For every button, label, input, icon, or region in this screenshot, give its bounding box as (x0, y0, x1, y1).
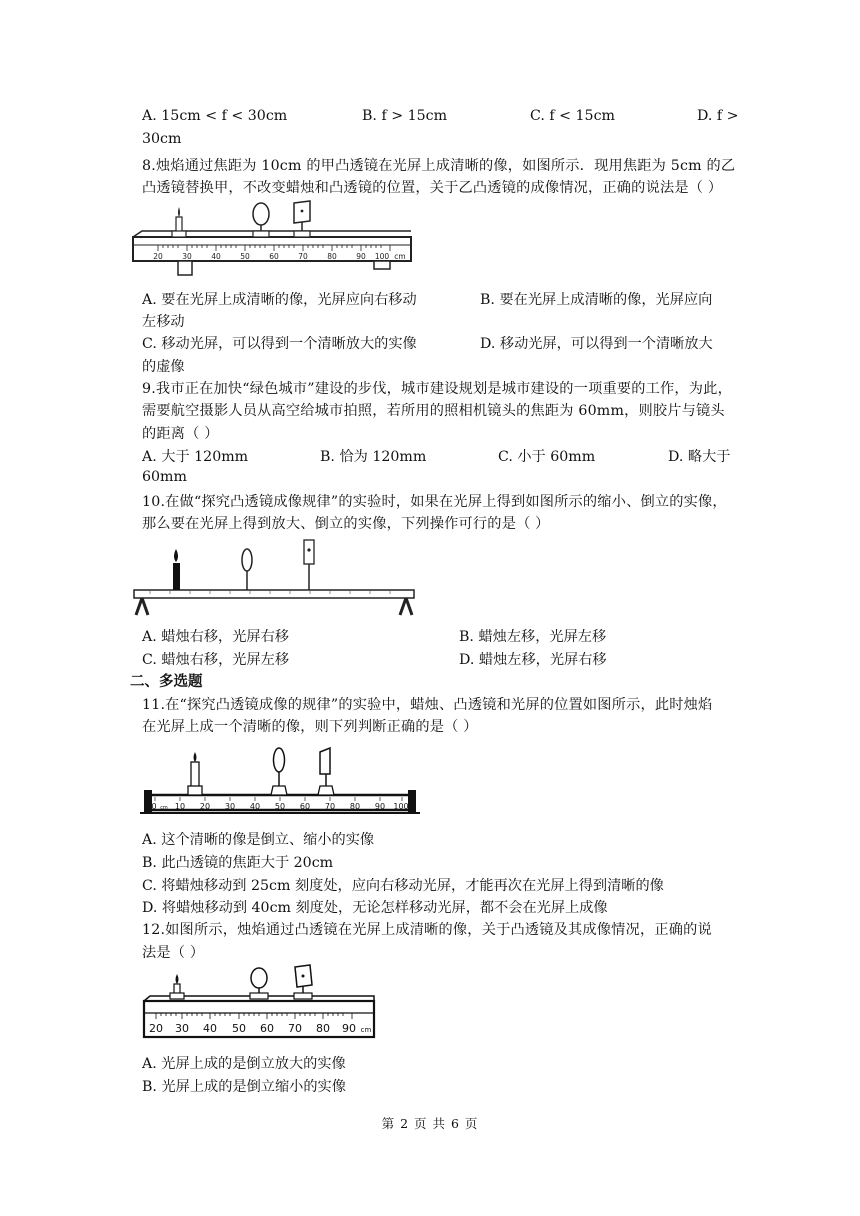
q8-lens (253, 203, 269, 237)
q12-stem-line-1: 12.如图所示，烛焰通过凸透镜在光屏上成清晰的像，关于凸透镜及其成像情况，正确的说 (142, 922, 712, 938)
q9-option-c: C. 小于 60mm (498, 449, 596, 465)
q10-option-a: A. 蜡烛右移，光屏右移 (142, 629, 289, 645)
q9-stem-line-3: 的距离（ ） (142, 426, 219, 442)
q8-stem-line-2: 凸透镜替换甲，不改变蜡烛和凸透镜的位置，关于乙凸透镜的成像情况，正确的说法是（ ） (142, 180, 723, 196)
q11-scale-label: 10 (174, 802, 186, 811)
q12-stem-line-2: 法是（ ） (142, 945, 205, 961)
q11-optical-bench-figure (140, 740, 430, 820)
q12-scale-label: 50 (232, 1022, 246, 1035)
q11-scale-label: 30 (224, 802, 236, 811)
page-number-footer: 第 2 页 共 6 页 (381, 1116, 479, 1131)
q9-stem-line-2: 需要航空摄影人员从高空给城市拍照，若所用的照相机镜头的焦距为 60mm，则胶片与镜头 (142, 403, 725, 419)
q8-scale-label: 30 (182, 252, 192, 261)
q8-optical-bench-figure (130, 195, 415, 280)
q10-bench-leg (400, 598, 412, 615)
q11-option-d: D. 将蜡烛移动到 40cm 刻度处，无论怎样移动光屏，都不会在光屏上成像 (142, 900, 608, 916)
q11-scale-label: 70 (324, 802, 336, 811)
q8-scale-label: 80 (327, 252, 337, 261)
q12-scale-label: 20 (149, 1022, 163, 1035)
q10-option-c: C. 蜡烛右移，光屏左移 (142, 652, 290, 668)
q8-option-d-cont: 的虚像 (142, 359, 185, 375)
q11-option-a: A. 这个清晰的像是倒立、缩小的实像 (142, 832, 375, 848)
q12-option-b: B. 光屏上成的是倒立缩小的实像 (142, 1079, 346, 1095)
q8-option-a: A. 要在光屏上成清晰的像，光屏应向右移动 (142, 292, 417, 308)
q8-scale-label: 100 (374, 252, 390, 261)
q12-scale-label: cm (360, 1026, 372, 1034)
q9-option-d-cont: 60mm (142, 469, 187, 485)
q8-scale-label: 40 (211, 252, 221, 261)
q11-scale-label: 20 (199, 802, 211, 811)
q8-bench-leg (178, 261, 192, 275)
q12-candle (170, 974, 184, 999)
q7-option-c: C. f < 15cm (530, 108, 615, 124)
q11-screen (318, 748, 334, 795)
q10-lens (242, 549, 252, 590)
q12-scale-label: 30 (175, 1022, 189, 1035)
q11-stem-line-2: 在光屏上成一个清晰的像，则下列判断正确的是（ ） (142, 719, 478, 735)
q11-scale-label: 60 (299, 802, 311, 811)
q12-optical-bench-figure (140, 963, 385, 1043)
q8-candle (172, 207, 186, 237)
q7-option-a: A. 15cm < f < 30cm (142, 108, 288, 124)
q8-option-b-cont: 左移动 (142, 314, 185, 330)
q7-option-b: B. f > 15cm (362, 108, 448, 124)
q11-scale-label: cm (160, 805, 168, 811)
q10-candle (173, 549, 180, 590)
q11-scale-label: 40 (249, 802, 261, 811)
section-title-multiple-choice: 二、多选题 (130, 674, 203, 690)
q8-scale-label: 90 (356, 252, 366, 261)
q8-scale-label: 20 (153, 252, 163, 261)
q8-option-d: D. 移动光屏，可以得到一个清晰放大 (480, 336, 713, 352)
q12-scale-label: 40 (203, 1022, 217, 1035)
q12-scale-label: 90 (342, 1022, 356, 1035)
q11-lens (271, 748, 287, 795)
q8-scale-label: 70 (298, 252, 308, 261)
q12-option-a: A. 光屏上成的是倒立放大的实像 (142, 1056, 346, 1072)
q8-scale-label: 50 (240, 252, 250, 261)
q12-scale-label: 70 (288, 1022, 302, 1035)
q10-stem-line-2: 那么要在光屏上得到放大、倒立的实像，下列操作可行的是（ ） (142, 516, 550, 532)
q11-scale-label: 0 (151, 802, 157, 811)
q10-bench-leg (136, 598, 148, 615)
q9-option-a: A. 大于 120mm (142, 449, 249, 465)
q12-scale-label: 80 (316, 1022, 330, 1035)
q12-scale-label: 60 (260, 1022, 274, 1035)
q10-option-b: B. 蜡烛左移，光屏左移 (459, 629, 607, 645)
q9-option-b: B. 恰为 120mm (320, 449, 427, 465)
q7-option-d: D. f > (697, 108, 739, 124)
q11-option-c: C. 将蜡烛移动到 25cm 刻度处，应向右移动光屏，才能再次在光屏上得到清晰的像 (142, 878, 664, 894)
q8-stem-line-1: 8.烛焰通过焦距为 10cm 的甲凸透镜在光屏上成清晰的像，如图所示．现用焦距为 5cm 的乙 (142, 158, 736, 174)
q9-stem-line-1: 9.我市正在加快“绿色城市”建设的步伐，城市建设规划是城市建设的一项重要的工作，为此， (142, 381, 732, 397)
q7-option-d-cont: 30cm (142, 131, 182, 147)
q11-candle (188, 752, 202, 795)
q11-option-b: B. 此凸透镜的焦距大于 20cm (142, 855, 334, 871)
q11-stem-line-1: 11.在“探究凸透镜成像的规律”的实验中，蜡烛、凸透镜和光屏的位置如图所示，此时烛焰 (142, 697, 713, 713)
q8-scale-label: 60 (269, 252, 279, 261)
q12-lens (250, 968, 268, 999)
q12-screen (294, 965, 312, 999)
q10-option-d: D. 蜡烛左移，光屏右移 (459, 652, 607, 668)
q11-scale-label: 50 (274, 802, 286, 811)
q8-option-b: B. 要在光屏上成清晰的像，光屏应向 (480, 292, 713, 308)
q11-scale-label: 80 (349, 802, 361, 811)
q11-scale-label: 90 (374, 802, 386, 811)
q8-bench-leg (374, 261, 390, 269)
q9-option-d: D. 略大于 (668, 449, 731, 465)
q10-optical-bench-figure (130, 535, 420, 620)
q8-scale-label: cm (394, 252, 406, 261)
q8-screen (294, 201, 310, 237)
q8-option-c: C. 移动光屏，可以得到一个清晰放大的实像 (142, 336, 417, 352)
q10-screen (304, 540, 314, 590)
q11-scale-label: 100 (393, 802, 409, 811)
q10-stem-line-1: 10.在做“探究凸透镜成像规律”的实验时，如果在光屏上得到如图所示的缩小、倒立的实像， (142, 494, 727, 510)
